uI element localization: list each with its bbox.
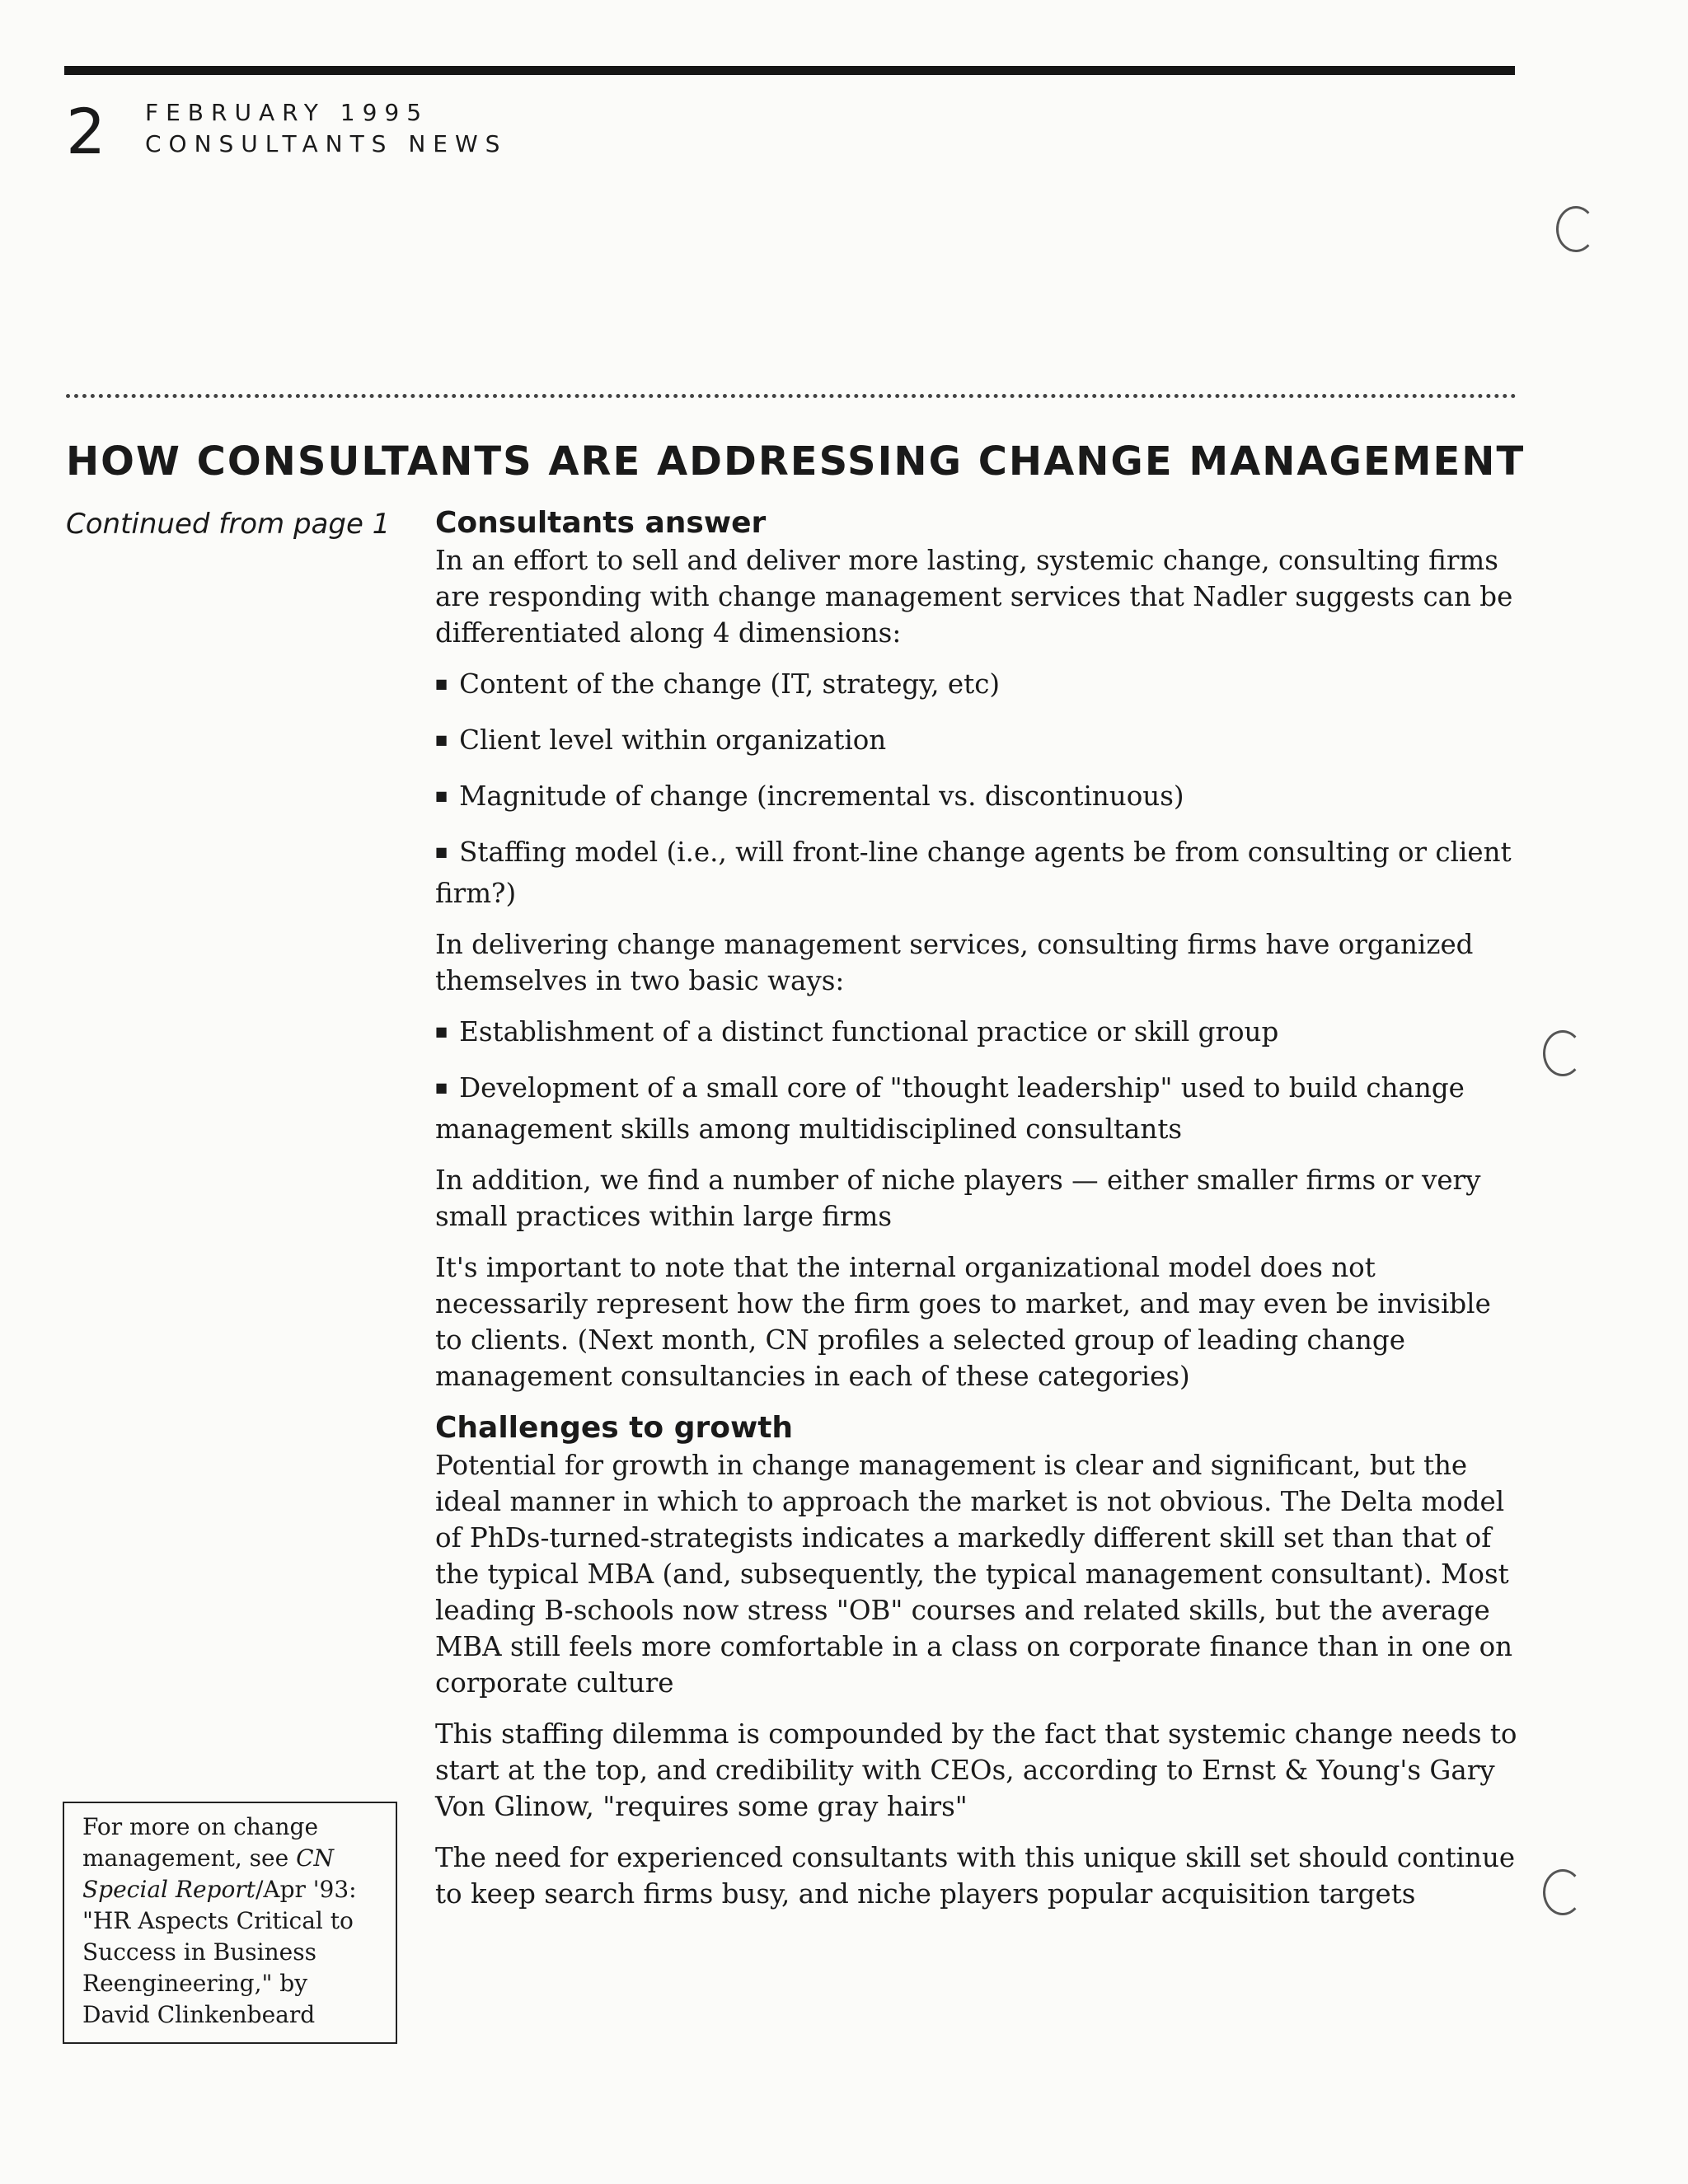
masthead <box>145 97 507 160</box>
dotted-divider <box>66 394 1517 398</box>
list-item: ■ Client level within organization <box>435 722 1523 763</box>
top-rule <box>64 66 1515 75</box>
note-paragraph: It's important to note that the internal organizational model does not necessarily represent how the firm goes to market, and may even be invisible to clients. (Next month, CN profiles a selected group of leading change management consultancies in each of these categories) <box>435 1252 1491 1392</box>
niche-paragraph: In addition, we find a number of niche players — either smaller firms or very small practices within large firms <box>435 1165 1481 1232</box>
list-item: ■ Establishment of a distinct functional practice or skill group <box>435 1014 1523 1055</box>
list-item: ■ Staffing model (i.e., will front-line change agents be from consulting or client firm?) <box>435 834 1523 912</box>
punch-hole-mark <box>1543 1869 1582 1915</box>
article-headline: HOW CONSULTANTS ARE ADDRESSING CHANGE MANAGEMENT <box>66 438 1526 485</box>
punch-hole-mark <box>1556 206 1596 252</box>
section-heading-consultants-answer: Consultants answer <box>435 506 767 540</box>
delivery-paragraph: In delivering change management services, consulting firms have organized themselves in two basic ways: <box>435 929 1474 996</box>
sidebar-box <box>63 1802 397 2044</box>
list-item: ■ Development of a small core of "thought leadership" used to build change management skills among multidisciplined consultants <box>435 1070 1523 1147</box>
section-heading-challenges: Challenges to growth <box>435 1411 794 1445</box>
publication-name: CONSULTANTS NEWS <box>145 130 508 157</box>
sidebar-report-title: CN Special Report <box>82 1844 335 1903</box>
list-item: ■ Magnitude of change (incremental vs. discontinuous) <box>435 778 1523 819</box>
sidebar-text: For more on change management, see <box>82 1813 319 1872</box>
challenges-paragraph-1: Potential for growth in change management is clear and significant, but the ideal manner in which to approach the market is not obvious. The Delta model of PhDs-turned-strategists indicates a markedly different skill set than that of the typical MBA (and, subsequently, the typical management consultant). Most leading B-schools now stress "OB" courses and related skills, but the average MBA still feels more comfortable in a class on corporate finance than in one on corporate culture <box>435 1450 1513 1699</box>
continued-note: Continued from page 1 <box>66 508 391 541</box>
dimensions-list <box>435 666 1523 912</box>
challenges-paragraph-3: The need for experienced consultants with this unique skill set should continue to keep search firms busy, and niche players popular acquisition targets <box>435 1842 1516 1910</box>
list-item: ■ Content of the change (IT, strategy, etc) <box>435 666 1523 707</box>
sidebar-text-rest: /Apr '93: "HR Aspects Critical to Success in Business Reengineering," by David Clinkenbeard <box>82 1876 357 2028</box>
issue-date: FEBRUARY 1995 <box>145 99 429 126</box>
ways-list <box>435 1014 1523 1147</box>
intro-paragraph: In an effort to sell and deliver more lasting, systemic change, consulting firms are responding with change management services that Nadler suggests can be differentiated along 4 dimensions: <box>435 545 1513 649</box>
page-number: 2 <box>66 95 106 168</box>
punch-hole-mark <box>1543 1030 1582 1076</box>
article-body <box>435 504 1523 1927</box>
challenges-paragraph-2: This staffing dilemma is compounded by the fact that systemic change needs to start at the top, and credibility with CEOs, according to Ernst & Young's Gary Von Glinow, "requires some gray hairs" <box>435 1718 1517 1822</box>
